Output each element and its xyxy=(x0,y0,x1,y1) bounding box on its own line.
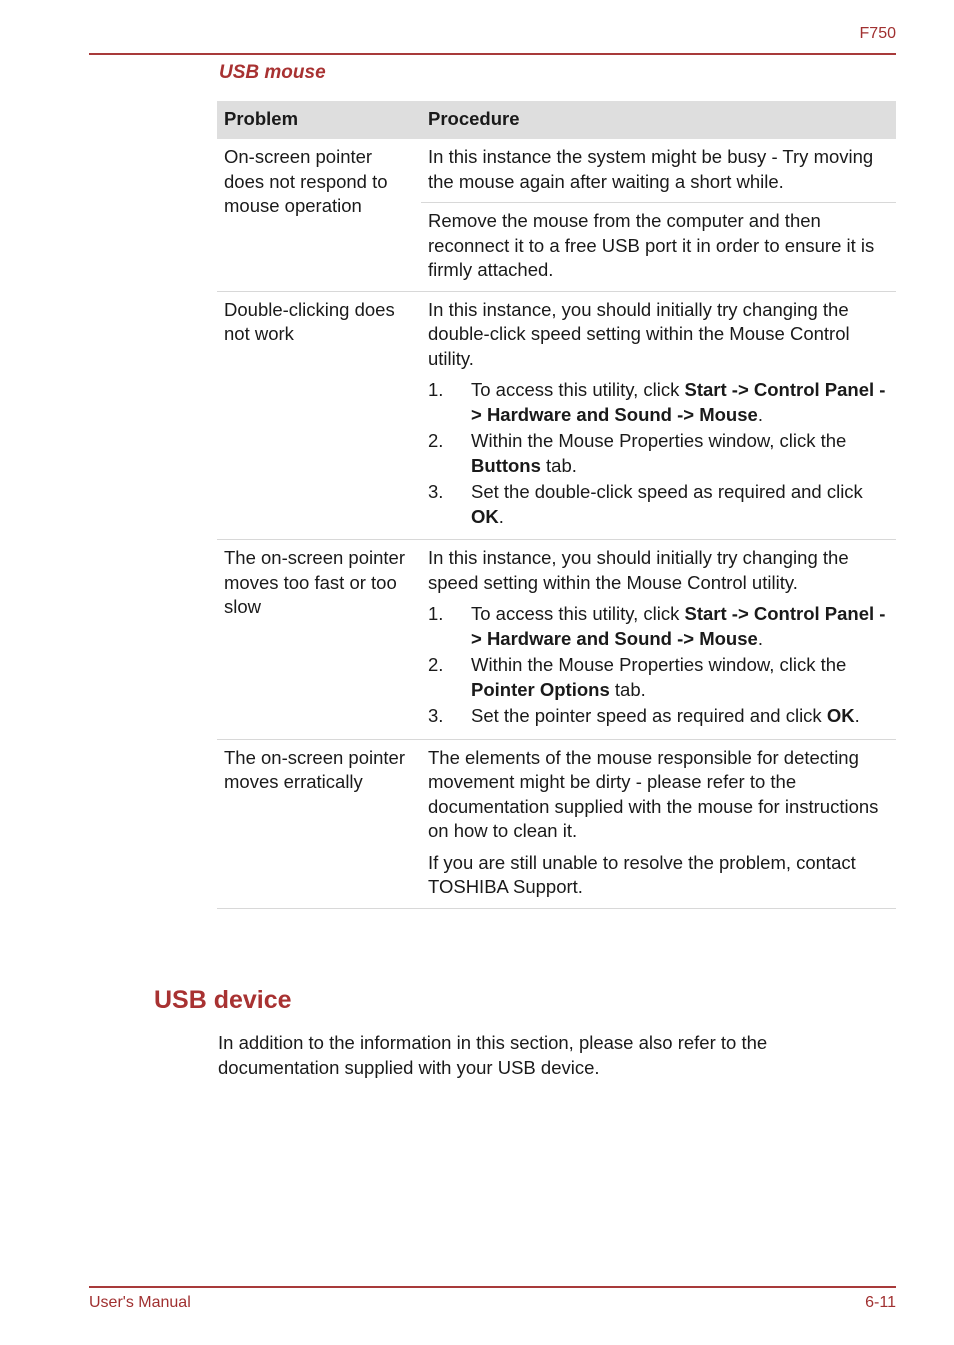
subsection-title: USB mouse xyxy=(219,62,326,83)
step-text: tab. xyxy=(609,678,646,700)
procedure-text: In this instance, you should initially try changing the speed setting within the Mouse Control utility. xyxy=(428,547,849,593)
section-body: In addition to the information in this section, please also refer to the documentation supplied with your USB device. xyxy=(218,1032,768,1078)
page-number: 6-11 xyxy=(865,1294,896,1311)
step-number: 2. xyxy=(428,430,444,451)
procedure-steps xyxy=(428,602,889,729)
step-text: . xyxy=(498,505,504,527)
step-number: 1. xyxy=(428,603,444,624)
list-item xyxy=(428,429,889,478)
problem-cell: The on-screen pointer moves erratically xyxy=(217,739,421,908)
procedure-cell xyxy=(421,739,896,908)
table-header-row xyxy=(217,101,896,139)
step-number: 2. xyxy=(428,654,444,675)
step-text: tab. xyxy=(540,454,577,476)
step-bold: Start -> Control Panel -> Hardware and Sound -> Mouse xyxy=(471,603,886,649)
list-item xyxy=(428,602,889,651)
procedure-cell xyxy=(421,291,896,540)
procedure-text: In this instance, you should initially try changing the double-click speed setting within the Mouse Control utility. xyxy=(428,298,850,369)
step-text: To access this utility, click xyxy=(471,379,685,400)
table-row xyxy=(217,139,896,203)
footer-manual-label: User's Manual xyxy=(89,1294,191,1311)
step-text: . xyxy=(854,705,860,726)
step-bold: Pointer Options xyxy=(471,678,610,700)
step-bold: Start -> Control Panel -> Hardware and Sound -> Mouse xyxy=(471,379,886,425)
step-number: 1. xyxy=(428,379,444,400)
step-text: Within the Mouse Properties window, click the xyxy=(471,654,847,675)
list-item xyxy=(428,480,889,529)
list-item xyxy=(428,653,889,702)
footer-rule xyxy=(89,1286,896,1288)
procedure-text: In this instance the system might be busy - Try moving the mouse again after waiting a short while. xyxy=(428,146,874,192)
column-header-problem: Problem xyxy=(217,101,421,139)
problem-cell: The on-screen pointer moves too fast or too slow xyxy=(217,540,421,740)
step-text: Set the pointer speed as required and click xyxy=(471,705,827,726)
procedure-text: If you are still unable to resolve the problem, contact TOSHIBA Support. xyxy=(428,851,856,897)
step-text: To access this utility, click xyxy=(471,603,685,624)
step-text: Within the Mouse Properties window, click the xyxy=(471,430,847,451)
step-number: 3. xyxy=(428,481,444,502)
step-bold: Buttons xyxy=(471,454,541,476)
list-item xyxy=(428,704,889,729)
procedure-steps xyxy=(428,378,889,529)
procedure-cell xyxy=(421,203,896,292)
problem-cell: Double-clicking does not work xyxy=(217,291,421,540)
list-item xyxy=(428,378,889,427)
procedure-cell xyxy=(421,540,896,740)
problem-cell: On-screen pointer does not respond to mouse operation xyxy=(217,139,421,291)
section-title: USB device xyxy=(154,986,292,1014)
step-bold: OK xyxy=(826,705,855,726)
table-row xyxy=(217,540,896,740)
header-model-label: F750 xyxy=(859,25,896,42)
header-rule xyxy=(89,53,896,55)
troubleshooting-table xyxy=(217,101,896,909)
step-text: . xyxy=(757,403,763,425)
procedure-text: The elements of the mouse responsible for detecting movement might be dirty - please refer to the documentation supplied with the mouse for instructions on how to clean it. xyxy=(428,746,879,841)
step-text: Set the double-click speed as required and click xyxy=(471,481,863,502)
table-row xyxy=(217,291,896,540)
column-header-procedure: Procedure xyxy=(421,101,896,139)
step-bold: OK xyxy=(471,505,499,527)
step-text: . xyxy=(757,627,763,649)
step-number: 3. xyxy=(428,705,444,726)
procedure-cell xyxy=(421,139,896,203)
table-row xyxy=(217,739,896,908)
procedure-text: Remove the mouse from the computer and then reconnect it to a free USB port it in order to ensure it is firmly attached. xyxy=(428,210,875,280)
